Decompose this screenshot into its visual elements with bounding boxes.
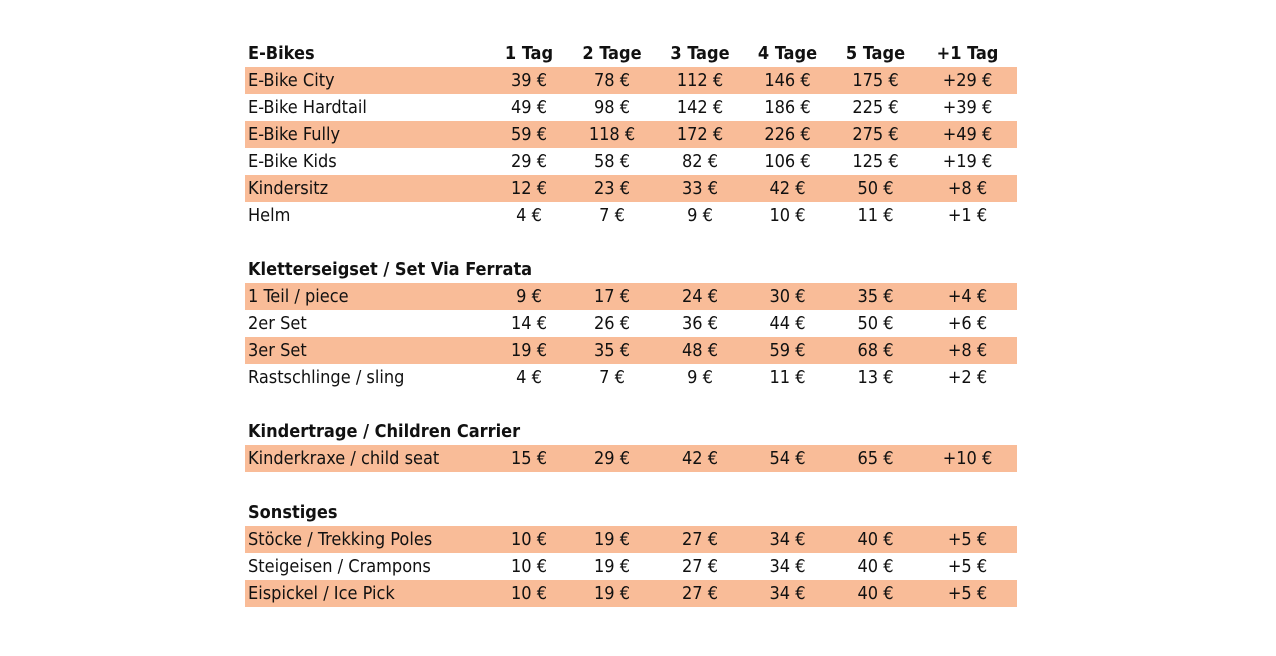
table-row bbox=[245, 175, 1017, 202]
price-cell: +5 € bbox=[947, 529, 988, 550]
price-cell: 12 € bbox=[510, 178, 548, 199]
price-cell: 17 € bbox=[593, 286, 631, 307]
price-cell: 23 € bbox=[593, 178, 631, 199]
price-cell: 26 € bbox=[593, 313, 631, 334]
price-cell: 14 € bbox=[510, 313, 548, 334]
price-cell: 82 € bbox=[681, 151, 719, 172]
price-cell: 24 € bbox=[681, 286, 719, 307]
price-cell: 33 € bbox=[681, 178, 719, 199]
price-cell: +6 € bbox=[947, 313, 988, 334]
section-title: Kindertrage / Children Carrier bbox=[248, 421, 521, 442]
item-label: Helm bbox=[248, 205, 291, 226]
item-label: Stöcke / Trekking Poles bbox=[248, 529, 433, 550]
price-cell: 19 € bbox=[510, 340, 548, 361]
price-cell: 142 € bbox=[676, 97, 724, 118]
item-label: Eispickel / Ice Pick bbox=[248, 583, 395, 604]
price-cell: 4 € bbox=[516, 367, 542, 388]
price-cell: +5 € bbox=[947, 583, 988, 604]
price-cell: 9 € bbox=[687, 367, 713, 388]
price-cell: 118 € bbox=[588, 124, 636, 145]
price-cell: 106 € bbox=[764, 151, 811, 172]
price-cell: 36 € bbox=[681, 313, 719, 334]
price-cell: 11 € bbox=[857, 205, 894, 226]
section-title-e-bikes: E-Bikes bbox=[248, 43, 315, 64]
table-row bbox=[245, 364, 1017, 391]
item-label: 2er Set bbox=[248, 313, 307, 334]
price-cell: 30 € bbox=[769, 286, 806, 307]
price-cell: +8 € bbox=[947, 178, 988, 199]
price-cell: 13 € bbox=[857, 367, 894, 388]
price-cell: +10 € bbox=[942, 448, 993, 469]
price-cell: 9 € bbox=[516, 286, 542, 307]
price-cell: 54 € bbox=[769, 448, 806, 469]
column-header-extra-day: +1 Tag bbox=[936, 43, 999, 64]
section-heading-row bbox=[245, 418, 1017, 445]
price-cell: 27 € bbox=[681, 556, 719, 577]
table-row bbox=[245, 337, 1017, 364]
column-header-5-tage: 5 Tage bbox=[845, 43, 906, 64]
price-cell: 34 € bbox=[769, 583, 806, 604]
price-cell: 59 € bbox=[769, 340, 806, 361]
price-cell: 275 € bbox=[852, 124, 899, 145]
price-cell: 48 € bbox=[681, 340, 719, 361]
price-cell: 42 € bbox=[681, 448, 719, 469]
price-cell: 7 € bbox=[599, 367, 625, 388]
item-label: Kindersitz bbox=[248, 178, 329, 199]
price-cell: +5 € bbox=[947, 556, 988, 577]
item-label: E-Bike Kids bbox=[248, 151, 337, 172]
price-cell: 29 € bbox=[510, 151, 548, 172]
table-row bbox=[245, 580, 1017, 607]
price-cell: 10 € bbox=[510, 583, 548, 604]
price-cell: 226 € bbox=[764, 124, 811, 145]
item-label: 1 Teil / piece bbox=[248, 286, 349, 307]
price-cell: 78 € bbox=[593, 70, 631, 91]
price-cell: +8 € bbox=[947, 340, 988, 361]
price-cell: 44 € bbox=[769, 313, 806, 334]
price-cell: 27 € bbox=[681, 529, 719, 550]
price-cell: 175 € bbox=[852, 70, 899, 91]
price-cell: 10 € bbox=[510, 556, 548, 577]
table-row bbox=[245, 526, 1017, 553]
table-row bbox=[245, 283, 1017, 310]
price-cell: 98 € bbox=[593, 97, 631, 118]
price-cell: 19 € bbox=[593, 583, 631, 604]
price-cell: 34 € bbox=[769, 556, 806, 577]
item-label: E-Bike Fully bbox=[248, 124, 341, 145]
price-cell: 15 € bbox=[510, 448, 548, 469]
price-cell: 49 € bbox=[510, 97, 548, 118]
price-cell: 35 € bbox=[593, 340, 631, 361]
column-header-2-tage: 2 Tage bbox=[582, 43, 642, 64]
price-cell: 146 € bbox=[764, 70, 811, 91]
price-cell: 40 € bbox=[857, 529, 894, 550]
table-row bbox=[245, 310, 1017, 337]
price-cell: 19 € bbox=[593, 556, 631, 577]
price-cell: 50 € bbox=[857, 313, 894, 334]
price-cell: 10 € bbox=[769, 205, 806, 226]
section-spacer bbox=[245, 472, 1017, 499]
price-cell: 11 € bbox=[769, 367, 806, 388]
section-heading-row bbox=[245, 499, 1017, 526]
item-label: Rastschlinge / sling bbox=[248, 367, 405, 388]
price-cell: 27 € bbox=[681, 583, 719, 604]
item-label: Steigeisen / Crampons bbox=[248, 556, 431, 577]
price-cell: 59 € bbox=[510, 124, 548, 145]
price-cell: +49 € bbox=[942, 124, 993, 145]
price-cell: 225 € bbox=[852, 97, 899, 118]
price-cell: +19 € bbox=[942, 151, 993, 172]
table-row bbox=[245, 67, 1017, 94]
price-cell: 10 € bbox=[510, 529, 548, 550]
price-cell: 34 € bbox=[769, 529, 806, 550]
price-cell: 9 € bbox=[687, 205, 713, 226]
table-row bbox=[245, 121, 1017, 148]
item-label: E-Bike City bbox=[248, 70, 335, 91]
price-cell: 186 € bbox=[764, 97, 811, 118]
price-cell: +39 € bbox=[942, 97, 993, 118]
price-cell: 40 € bbox=[857, 556, 894, 577]
price-cell: 50 € bbox=[857, 178, 894, 199]
price-table bbox=[245, 40, 1017, 607]
column-header-3-tage: 3 Tage bbox=[670, 43, 730, 64]
price-cell: 42 € bbox=[769, 178, 806, 199]
price-cell: +4 € bbox=[947, 286, 988, 307]
section-title: Kletterseigset / Set Via Ferrata bbox=[248, 259, 533, 280]
section-spacer bbox=[245, 229, 1017, 256]
price-cell: +2 € bbox=[947, 367, 988, 388]
price-cell: 35 € bbox=[857, 286, 894, 307]
price-cell: 172 € bbox=[676, 124, 724, 145]
table-row bbox=[245, 202, 1017, 229]
price-cell: +29 € bbox=[942, 70, 993, 91]
price-cell: 4 € bbox=[516, 205, 542, 226]
table-row bbox=[245, 445, 1017, 472]
section-heading-row bbox=[245, 256, 1017, 283]
price-cell: 125 € bbox=[852, 151, 899, 172]
table-header-row bbox=[245, 40, 1017, 67]
price-cell: 39 € bbox=[510, 70, 548, 91]
price-cell: 65 € bbox=[857, 448, 894, 469]
column-header-1-tag: 1 Tag bbox=[504, 43, 554, 64]
item-label: E-Bike Hardtail bbox=[248, 97, 367, 118]
price-cell: 40 € bbox=[857, 583, 894, 604]
section-spacer bbox=[245, 391, 1017, 418]
price-cell: +1 € bbox=[947, 205, 988, 226]
price-cell: 68 € bbox=[857, 340, 894, 361]
price-cell: 29 € bbox=[593, 448, 631, 469]
price-cell: 19 € bbox=[593, 529, 631, 550]
table-row bbox=[245, 553, 1017, 580]
table-row bbox=[245, 94, 1017, 121]
section-title: Sonstiges bbox=[248, 502, 338, 523]
price-cell: 58 € bbox=[593, 151, 631, 172]
item-label: Kinderkraxe / child seat bbox=[248, 448, 440, 469]
table-row bbox=[245, 148, 1017, 175]
price-cell: 7 € bbox=[599, 205, 625, 226]
item-label: 3er Set bbox=[248, 340, 307, 361]
price-cell: 112 € bbox=[676, 70, 724, 91]
column-header-4-tage: 4 Tage bbox=[757, 43, 818, 64]
